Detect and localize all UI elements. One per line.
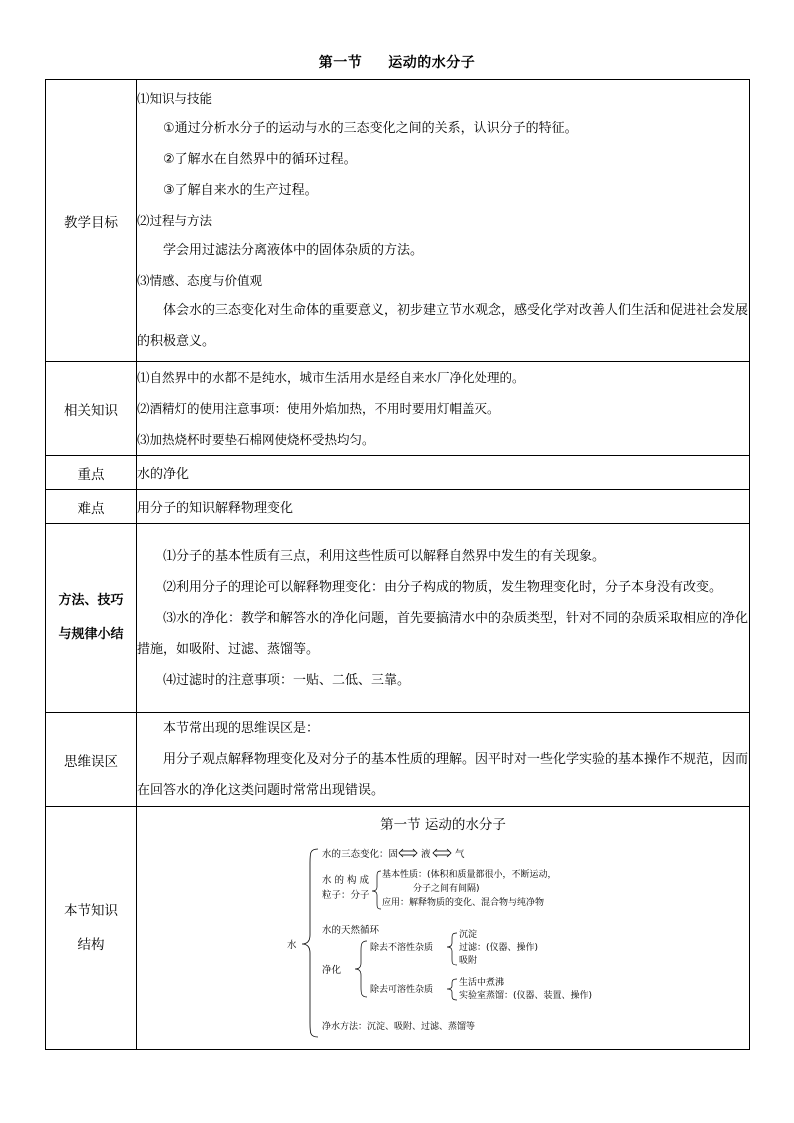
- label-mistakes: 思维误区: [46, 713, 137, 807]
- composition-line-2: 粒子：分子: [322, 890, 370, 901]
- purification-methods: 净水方法：沉淀、吸附、过滤、蒸馏等: [322, 1022, 476, 1032]
- label-methods-line-1: 方法、技巧: [58, 593, 124, 608]
- mistake-intro: 本节常出现的思维误区是：: [163, 721, 320, 736]
- row-knowledge: [46, 362, 750, 456]
- method-item-2: ⑵利用分子的理论可以解释物理变化：由分子构成的物质，发生物理变化时，分子本身没有改变。: [163, 579, 723, 595]
- row-difficulty: [46, 490, 750, 524]
- application: 应用：解释物质的变化、混合物与纯净物: [382, 898, 545, 908]
- composition-brace: [372, 871, 381, 909]
- content-focus: 水的净化: [137, 456, 750, 490]
- main-brace: [302, 849, 318, 1037]
- insoluble-impurities: 除去不溶性杂质: [370, 943, 434, 953]
- double-arrow-icon: [399, 849, 417, 857]
- knowledge-item-2: ⑵酒精灯的使用注意事项：使用外焰加热，不用时要用灯帽盖灭。: [137, 401, 500, 416]
- method-distill: 实验室蒸馏：(仪器、装置、操作): [459, 991, 593, 1001]
- label-methods: [46, 524, 137, 713]
- method-filter: 过滤：(仪器、操作): [459, 943, 539, 953]
- purify-brace: [355, 941, 367, 997]
- row-objectives: [46, 80, 750, 362]
- content-difficulty: 用分子的知识解释物理变化: [137, 490, 750, 524]
- composition-line-1: 水 的 构 成: [322, 875, 370, 886]
- purify-label: 净化: [322, 965, 342, 976]
- basic-property-line-1: 基本性质：(体积和质量都很小，不断运动，: [382, 870, 557, 880]
- method-item-3: ⑶水的净化：教学和解答水的净化问题，首先要搞清水中的杂质类型，针对不同的杂质采取相应的净化措施，如吸附、过滤、蒸馏等。: [137, 610, 749, 657]
- lesson-plan-table: [45, 79, 750, 1050]
- label-focus: 重点: [46, 456, 137, 490]
- soluble-impurities: 除去可溶性杂质: [370, 985, 434, 995]
- page-title: [0, 52, 794, 72]
- label-objectives: 教学目标: [46, 80, 137, 362]
- method-item-1: ⑴分子的基本性质有三点，利用这些性质可以解释自然界中发生的有关现象。: [163, 548, 606, 564]
- row-focus: [46, 456, 750, 490]
- objective-item-4: 学会用过滤法分离液体中的固体杂质的方法。: [163, 243, 424, 258]
- method-boil: 生活中煮沸: [459, 978, 505, 988]
- label-structure-line-2: 结构: [77, 937, 105, 953]
- knowledge-item-1: ⑴自然界中的水都不是纯水，城市生活用水是经自来水厂净化处理的。: [137, 370, 525, 385]
- objective-item-5: 体会水的三态变化对生命体的重要意义，初步建立节水观念，感受化学对改善人们生活和促进社会发展的积极意义。: [137, 303, 749, 349]
- content-objectives: [137, 80, 750, 362]
- content-knowledge: [137, 362, 750, 456]
- state-gas: 气: [455, 849, 465, 860]
- diagram-root: 水: [287, 940, 297, 951]
- structure-svg: [137, 807, 749, 1045]
- label-difficulty: 难点: [46, 490, 137, 524]
- three-states: 水的三态变化：固: [322, 849, 399, 860]
- row-methods: [46, 524, 750, 713]
- objective-heading-2: ⑵过程与方法: [137, 213, 213, 228]
- label-methods-line-2: 与规律小结: [58, 627, 124, 642]
- insoluble-brace: [447, 933, 457, 965]
- label-knowledge: 相关知识: [46, 362, 137, 456]
- natural-cycle: 水的天然循环: [322, 925, 380, 936]
- objective-heading-3: ⑶情感、态度与价值观: [137, 273, 263, 288]
- method-item-4: ⑷过滤时的注意事项：一贴、二低、三靠。: [163, 672, 411, 688]
- knowledge-item-3: ⑶加热烧杯时要垫石棉网使烧杯受热均匀。: [137, 432, 375, 447]
- method-adsorb: 吸附: [459, 956, 478, 966]
- label-structure: [46, 807, 137, 1050]
- objective-item-2: ②了解水在自然界中的循环过程。: [163, 152, 357, 167]
- row-mistakes: [46, 713, 750, 807]
- method-sediment: 沉淀: [459, 930, 478, 940]
- mistake-detail: 用分子观点解释物理变化及对分子的基本性质的理解。因平时对一些化学实验的基本操作不规范，因而在回答水的净化这类问题时常常出现错误。: [137, 752, 749, 798]
- double-arrow-icon-2: [433, 849, 451, 857]
- basic-property-line-2: 分子之间有间隔): [413, 884, 480, 894]
- label-structure-line-1: 本节知识: [64, 903, 118, 919]
- soluble-brace: [447, 979, 457, 1000]
- title-topic: 运动的水分子: [388, 55, 476, 71]
- objective-item-1: ①通过分析水分子的运动与水的三态变化之间的关系，认识分子的特征。: [163, 121, 578, 136]
- title-section: 第一节: [318, 55, 363, 71]
- diagram-title: 第一节 运动的水分子: [380, 817, 506, 833]
- row-structure: [46, 807, 750, 1050]
- objective-item-3: ③了解自来水的生产过程。: [163, 183, 318, 198]
- content-mistakes: [137, 713, 750, 807]
- objective-heading-1: ⑴知识与技能: [137, 91, 213, 106]
- content-methods: [137, 524, 750, 713]
- state-liquid: 液: [421, 849, 431, 860]
- knowledge-structure-diagram: [137, 807, 750, 1050]
